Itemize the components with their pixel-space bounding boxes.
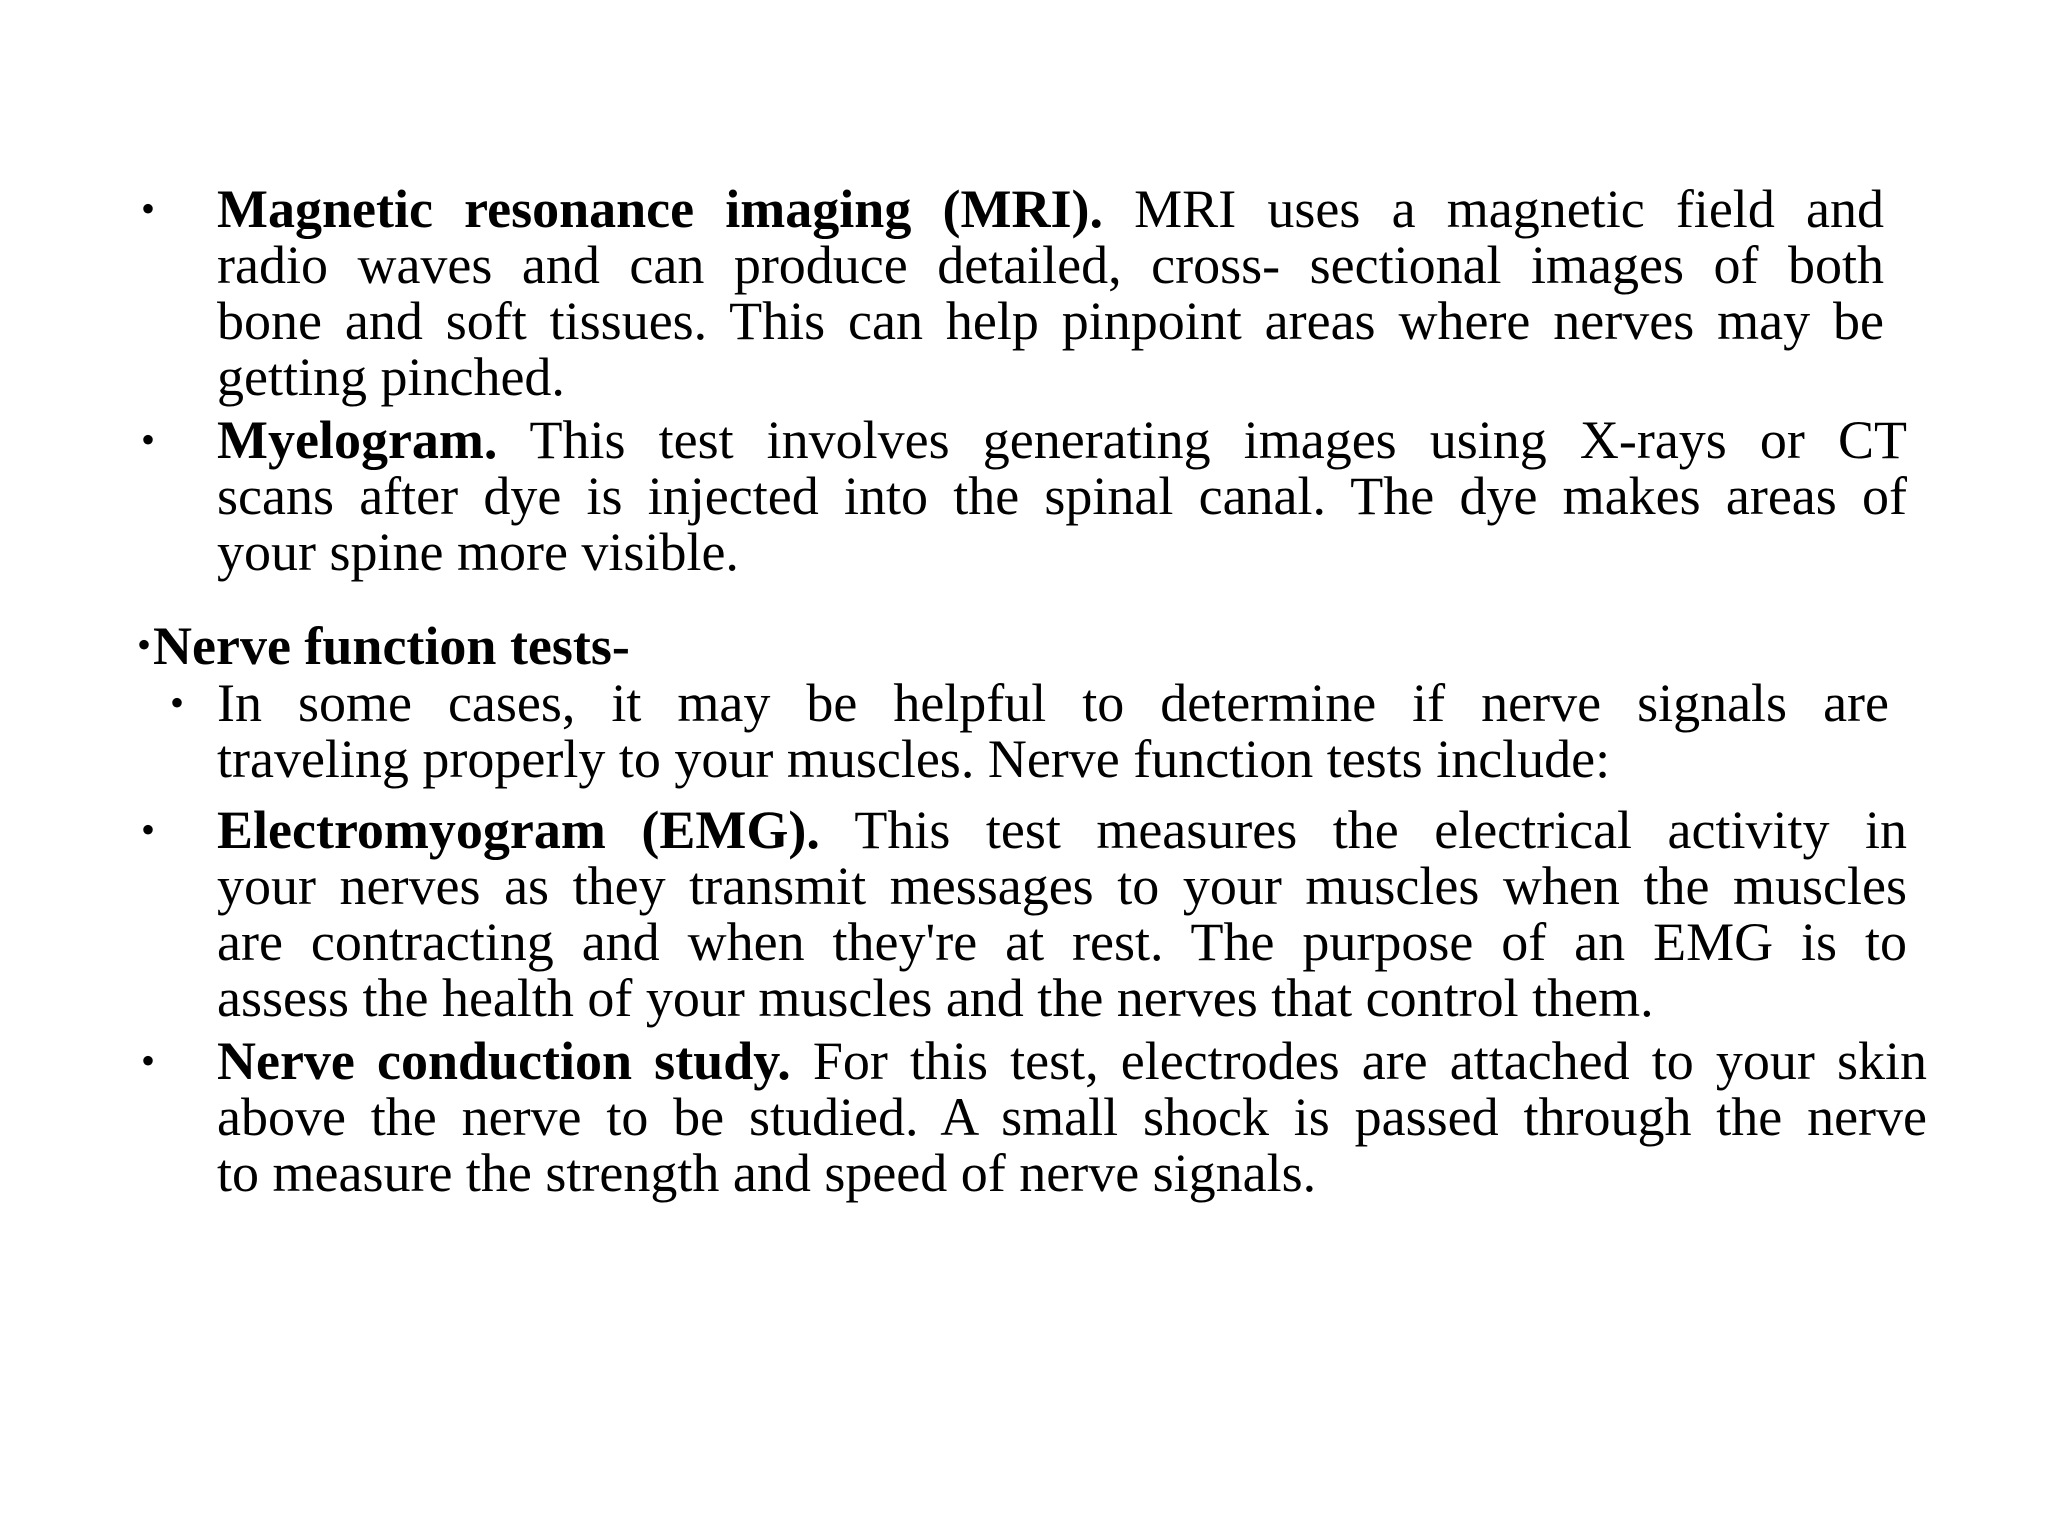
item-mri-term: Magnetic resonance imaging (MRI). bbox=[217, 179, 1103, 239]
item-ncs-line-2: above the nerve to be studied. A small shock is passed through the nerve bbox=[217, 1087, 1927, 1147]
item-mri-line-1: Magnetic resonance imaging (MRI). MRI uses a magnetic field and bbox=[217, 179, 1884, 239]
item-mri bbox=[217, 181, 1884, 405]
bullet-myelogram: • bbox=[141, 417, 156, 462]
item-ncs-line-1: Nerve conduction study. For this test, electrodes are attached to your skin bbox=[217, 1031, 1927, 1091]
section-heading bbox=[137, 617, 630, 674]
bullet-heading: • bbox=[137, 622, 152, 667]
sub-item-line-1: In some cases, it may be helpful to determine if nerve signals are bbox=[217, 673, 1889, 733]
item-mri-line-2: radio waves and can produce detailed, cross- sectional images of both bbox=[217, 235, 1884, 295]
item-emg bbox=[217, 802, 1907, 1026]
item-ncs-line-3: to measure the strength and speed of nerve signals. bbox=[217, 1143, 1317, 1203]
item-mri-line-4: getting pinched. bbox=[217, 347, 565, 407]
item-myelogram bbox=[217, 412, 1907, 580]
bullet-mri: • bbox=[141, 186, 156, 231]
item-emg-line-3: are contracting and when they're at rest. The purpose of an EMG is to bbox=[217, 912, 1907, 972]
item-emg-term: Electromyogram (EMG). bbox=[217, 800, 820, 860]
item-myelogram-term: Myelogram. bbox=[217, 410, 498, 470]
item-emg-line-2: your nerves as they transmit messages to your muscles when the muscles bbox=[217, 856, 1907, 916]
item-myelogram-line-3: your spine more visible. bbox=[217, 522, 739, 582]
item-myelogram-line-1: Myelogram. This test involves generating images using X-rays or CT bbox=[217, 410, 1907, 470]
bullet-sub-item: • bbox=[170, 680, 185, 725]
bullet-emg: • bbox=[141, 807, 156, 852]
sub-item-line-2: traveling properly to your muscles. Nerve function tests include: bbox=[217, 729, 1611, 789]
item-mri-line-3: bone and soft tissues. This can help pinpoint areas where nerves may be bbox=[217, 291, 1884, 351]
item-myelogram-line-2: scans after dye is injected into the spinal canal. The dye makes areas of bbox=[217, 466, 1907, 526]
item-ncs-term: Nerve conduction study. bbox=[217, 1031, 791, 1091]
section-heading-text: Nerve function tests- bbox=[153, 616, 630, 676]
bullet-ncs: • bbox=[141, 1038, 156, 1083]
item-emg-line-4: assess the health of your muscles and the nerves that control them. bbox=[217, 968, 1654, 1028]
item-emg-line-1: Electromyogram (EMG). This test measures the electrical activity in bbox=[217, 800, 1908, 860]
item-ncs bbox=[217, 1033, 1927, 1201]
sub-item bbox=[217, 675, 1889, 787]
